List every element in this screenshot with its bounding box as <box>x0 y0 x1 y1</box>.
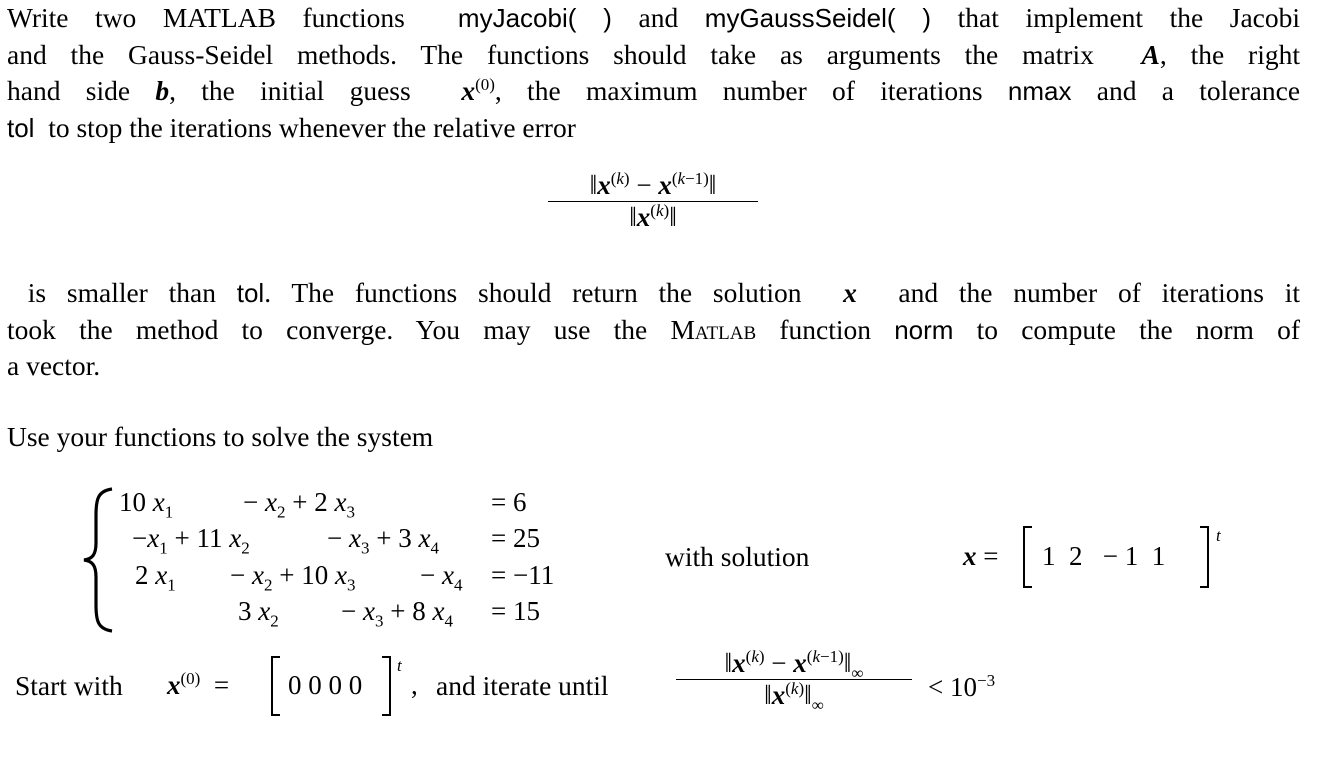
arg-tol: tol <box>7 112 35 143</box>
stopping-criterion: $‖x^{(k)}$ − $x^{(k-1)}‖_\infty$ $‖x^{(k)}‖_\infty$ <box>676 648 912 711</box>
eq3-term1: 2 $x_1$ <box>135 560 176 595</box>
system-brace <box>80 485 120 635</box>
func-myjacobi: myJacobi( ) <box>457 3 612 33</box>
eq2-term1: $-x_1 + 11$ $x_2$ <box>132 523 250 558</box>
eq3-rhs: = −11 <box>491 560 555 590</box>
start-with-label: Start with <box>15 670 123 701</box>
eq1-term2: − $x_2 + 2$ $x_3$ <box>243 487 355 522</box>
relative-error-formula: $‖x^{(k)}$ − $x^{(k-1)}‖$ $‖x^{(k)}‖$ <box>548 170 758 233</box>
eq2-rhs: = 25 <box>491 523 540 553</box>
solution-value: 1 <box>1042 541 1056 571</box>
solution-value: 2 <box>1069 541 1083 571</box>
matlab-name: Matlab <box>670 313 757 345</box>
start-vector: 0 0 0 0 <box>288 670 363 700</box>
eq2-term2: − $x_3 + 3$ $x_4$ <box>327 523 439 558</box>
func-norm: norm <box>894 314 954 345</box>
start-comma: , <box>411 670 418 700</box>
problem-intro: Write two MATLAB functions myJacobi( ) and myGaussSeidel( ) that implement the Jacobi and the Gauss-Seidel methods. The functions should take as arguments the matrix A, the right hand side b, the initial guess $x^{(0)}$, the maximum number of iterations nmax and a tolerance tol to stop the iterations whenever the relative error <box>7 2 1301 143</box>
x-symbol: x <box>843 277 857 308</box>
vector-b: b <box>155 75 170 106</box>
eq3-term3: − $x_4$ <box>420 560 463 595</box>
solution-transpose: t <box>1216 526 1221 545</box>
iterate-until-label: and iterate until <box>436 670 609 701</box>
solution-value: − 1 <box>1102 541 1139 571</box>
arg-tol-2: tol <box>236 278 265 308</box>
eq1-term1: 10 $x_1$ <box>119 487 174 522</box>
func-mygaussseidel: myGaussSeidel( ) <box>704 3 932 33</box>
solution-bracket-left <box>1020 525 1034 594</box>
tolerance-value: < $10^{-3}$ <box>928 671 996 702</box>
solution-vector <box>1042 541 1165 572</box>
start-bracket-left <box>268 655 282 722</box>
solution-bracket-right <box>1198 525 1212 594</box>
problem-return-text: is smaller than tol. The functions should return the solution x and the number of iterations it took the method to converge. You may use the Matlab function norm to compute the norm of a vector. <box>7 277 1301 381</box>
eq1-rhs: = 6 <box>491 487 527 517</box>
start-transpose: t <box>397 656 402 675</box>
eq4-term1: 3 $x_2$ <box>238 596 279 631</box>
x0-symbol: x <box>461 75 476 106</box>
with-solution-label: with solution <box>665 541 810 572</box>
start-bracket-right <box>380 655 394 722</box>
solution-lhs: x = <box>963 541 999 571</box>
eq3-term2: − $x_2 + 10$ $x_3$ <box>230 560 356 595</box>
start-x0: $x^{(0)}$ = <box>167 669 230 700</box>
relative-error-denominator: $‖x^{(k)}‖$ <box>629 201 677 232</box>
matrix-a: A <box>1141 38 1160 70</box>
arg-nmax: nmax <box>1007 76 1072 106</box>
solve-system-text: Use your functions to solve the system <box>7 421 434 452</box>
eq4-rhs: = 15 <box>491 596 540 626</box>
solution-value: 1 <box>1151 541 1166 571</box>
eq4-term2: − $x_3 + 8$ $x_4$ <box>341 596 453 631</box>
